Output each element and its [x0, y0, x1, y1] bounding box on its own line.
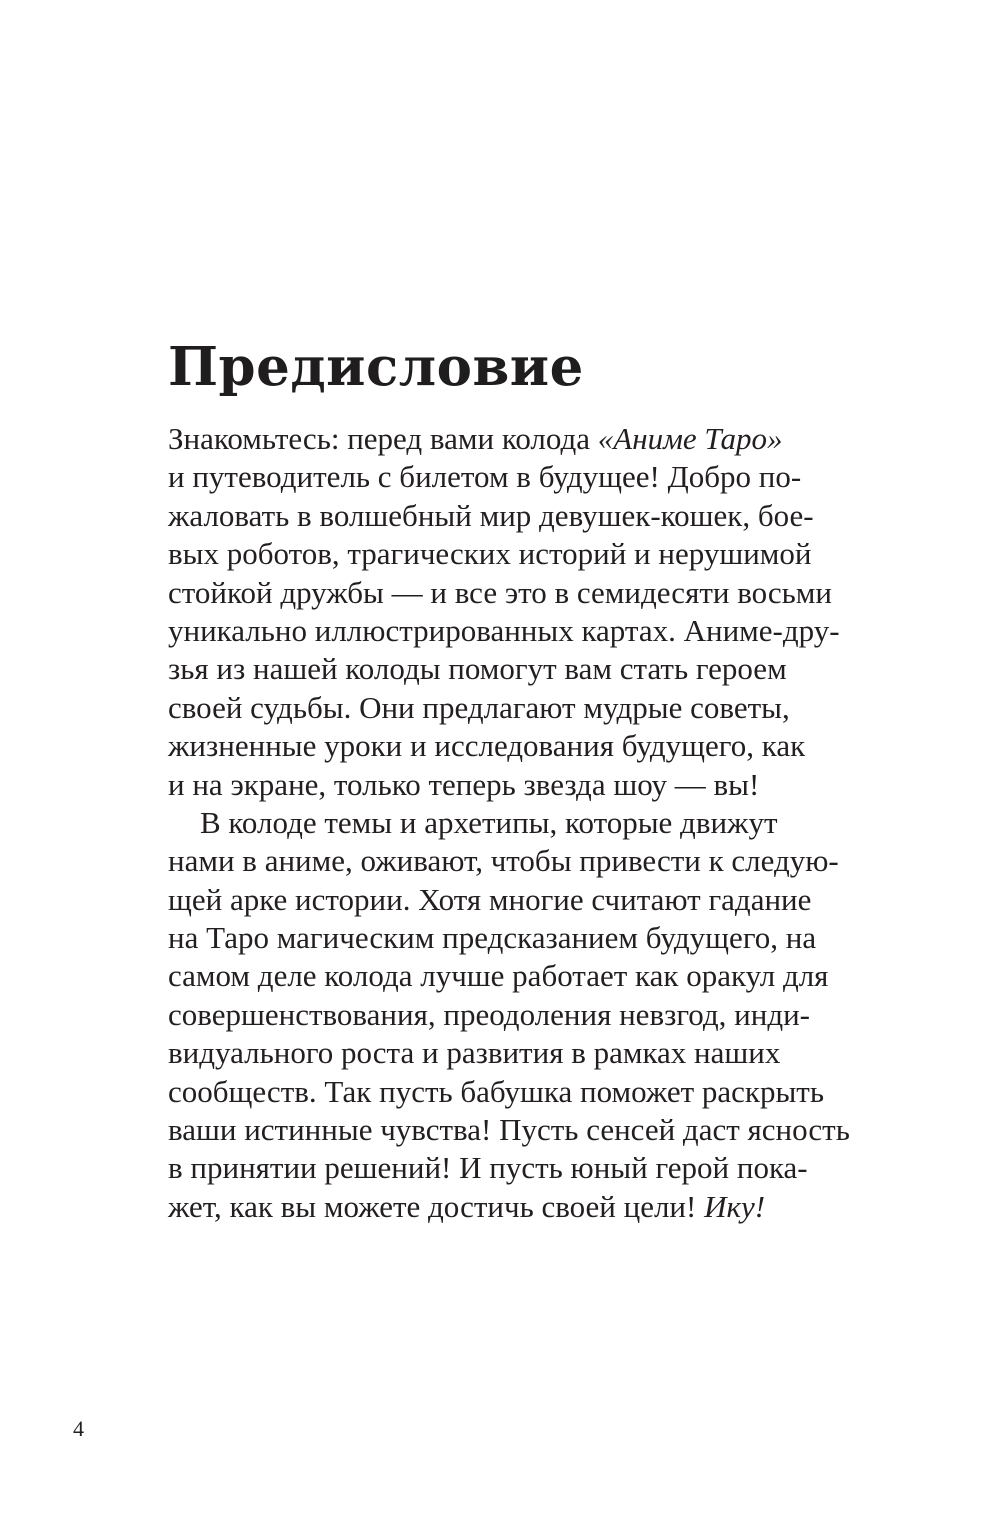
text-line: жаловать в волшебный мир девушек-кошек, бое- [168, 497, 814, 533]
text-line: стойкой дружбы — и все это в семидесяти восьми [168, 574, 833, 610]
paragraph-1 [168, 420, 848, 804]
text-line: ваши истинные чувства! Пусть сенсей даст ясность [168, 1112, 850, 1148]
paragraph-2 [168, 804, 848, 1226]
deck-title-italic: «Аниме Таро» [597, 421, 783, 456]
text-line: нами в аниме, оживают, чтобы привести к следую- [168, 843, 839, 879]
text-line [168, 420, 848, 458]
text-line: в принятии решений! И пусть юный герой пока- [168, 1150, 808, 1186]
text-line: жизненные уроки и исследования будущего, как [168, 728, 806, 764]
text-line: щей арке истории. Хотя многие считают гадание [168, 881, 812, 917]
text-line: своей судьбы. Они предлагают мудрые советы, [168, 689, 790, 725]
text-line [168, 1188, 848, 1226]
page-title: Предисловие [168, 336, 584, 398]
text-line: вых роботов, трагических историй и нерушимой [168, 536, 812, 572]
line-text: Знакомьтесь: перед вами колода [168, 421, 598, 456]
text-line: и путеводитель с билетом в будущее! Добро по- [168, 459, 802, 495]
text-line: видуального роста и развития в рамках наших [168, 1035, 781, 1071]
line-text: жет, как вы можете достичь своей цели! [168, 1188, 705, 1224]
text-line: В колоде темы и архетипы, которые движут [200, 804, 778, 840]
text-line: и на экране, только теперь звезда шоу — вы! [168, 766, 760, 802]
text-line: на Таро магическим предсказанием будущего, на [168, 920, 817, 956]
text-line: уникально иллюстрированных картах. Аниме-дру- [168, 612, 840, 648]
preface-text [168, 420, 848, 1226]
closing-exclamation-italic: Ику! [704, 1188, 766, 1224]
text-line: совершенствования, преодоления невзгод, инди- [168, 996, 811, 1032]
text-line: зья из нашей колоды помогут вам стать героем [168, 651, 787, 687]
text-line: сообществ. Так пусть бабушка поможет раскрыть [168, 1073, 824, 1109]
page-number: 4 [73, 1416, 84, 1441]
text-line: самом деле колода лучше работает как оракул для [168, 958, 829, 994]
